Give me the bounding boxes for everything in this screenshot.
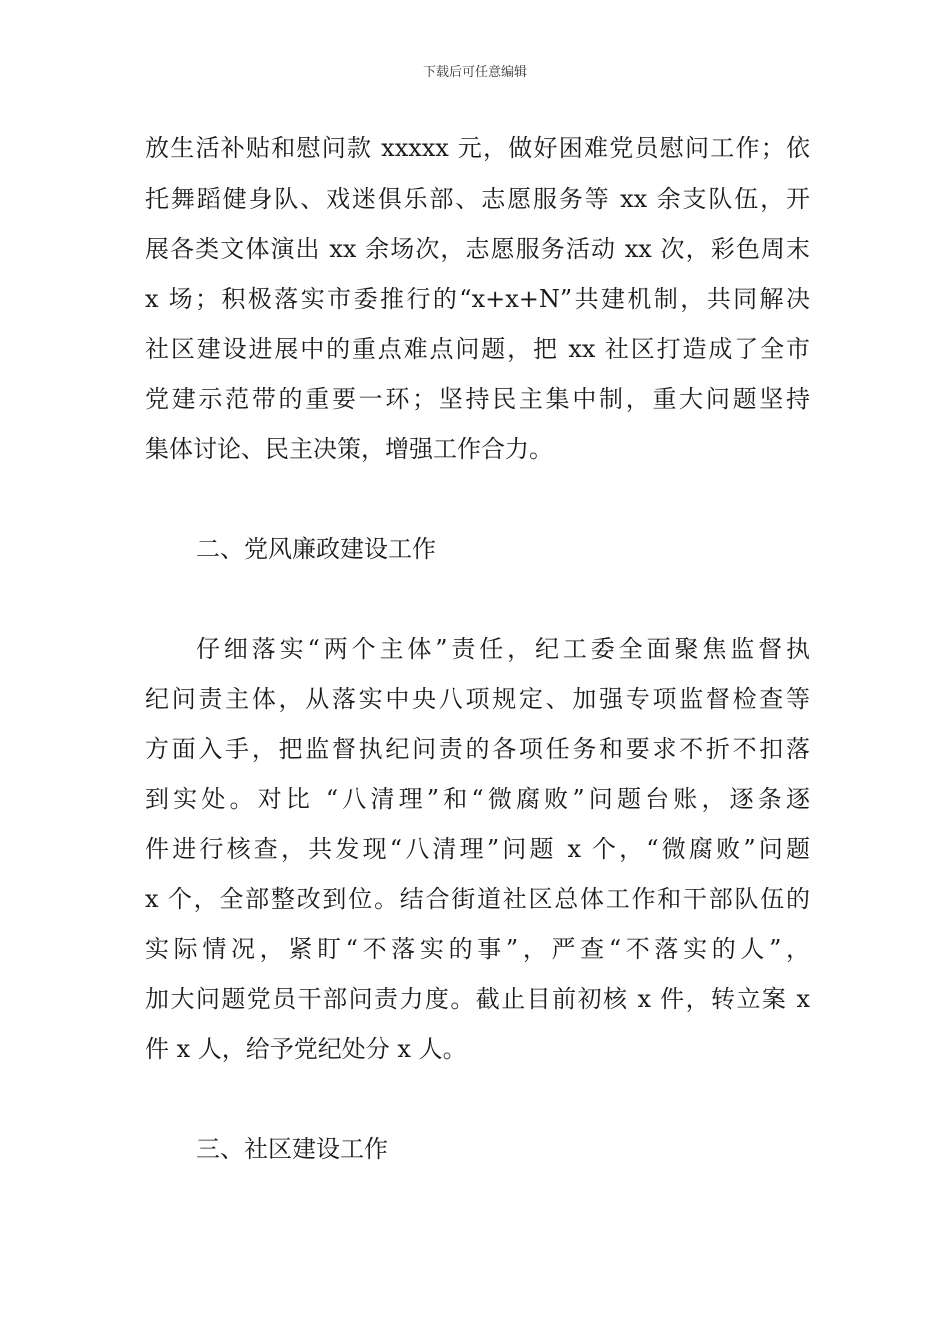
paragraph-line: 放生活补贴和慰问款 xxxxx 元，做好困难党员慰问工作；依 xyxy=(145,134,810,162)
section-heading-3: 三、社区建设工作 xyxy=(196,1135,388,1163)
paragraph-line: 实际情况，紧盯“不落实的事”，严查“不落实的人”， xyxy=(145,935,810,963)
paragraph-line: 展各类文体演出 xx 余场次，志愿服务活动 xx 次，彩色周末 xyxy=(145,235,810,263)
paragraph-line-first: 仔细落实“两个主体”责任，纪工委全面聚焦监督执 xyxy=(196,635,810,663)
paragraph-line: 到实处。对比 “八清理”和“微腐败”问题台账，逐条逐 xyxy=(145,785,810,813)
paragraph-line: x 个，全部整改到位。结合街道社区总体工作和干部队伍的 xyxy=(145,885,810,913)
paragraph-line: 方面入手，把监督执纪问责的各项任务和要求不折不扣落 xyxy=(145,735,810,763)
paragraph-line: 纪问责主体，从落实中央八项规定、加强专项监督检查等 xyxy=(145,685,810,713)
paragraph-line-last: 件 x 人，给予党纪处分 x 人。 xyxy=(145,1035,467,1063)
section-heading-2: 二、党风廉政建设工作 xyxy=(196,535,436,563)
paragraph-line: 党建示范带的重要一环；坚持民主集中制，重大问题坚持 xyxy=(145,385,810,413)
page-header: 下载后可任意编辑 xyxy=(422,65,527,80)
paragraph-line: 社区建设进展中的重点难点问题，把 xx 社区打造成了全市 xyxy=(145,335,810,363)
paragraph-line: 托舞蹈健身队、戏迷俱乐部、志愿服务等 xx 余支队伍，开 xyxy=(145,185,810,213)
paragraph-line: 加大问题党员干部问责力度。截止目前初核 x 件，转立案 x xyxy=(145,985,810,1013)
paragraph-line-last: 集体讨论、民主决策，增强工作合力。 xyxy=(145,435,553,463)
paragraph-line: 件进行核查，共发现“八清理”问题 x 个，“微腐败”问题 xyxy=(145,835,810,863)
paragraph-line: x 场；积极落实市委推行的“x+x+N”共建机制，共同解决 xyxy=(145,285,810,313)
